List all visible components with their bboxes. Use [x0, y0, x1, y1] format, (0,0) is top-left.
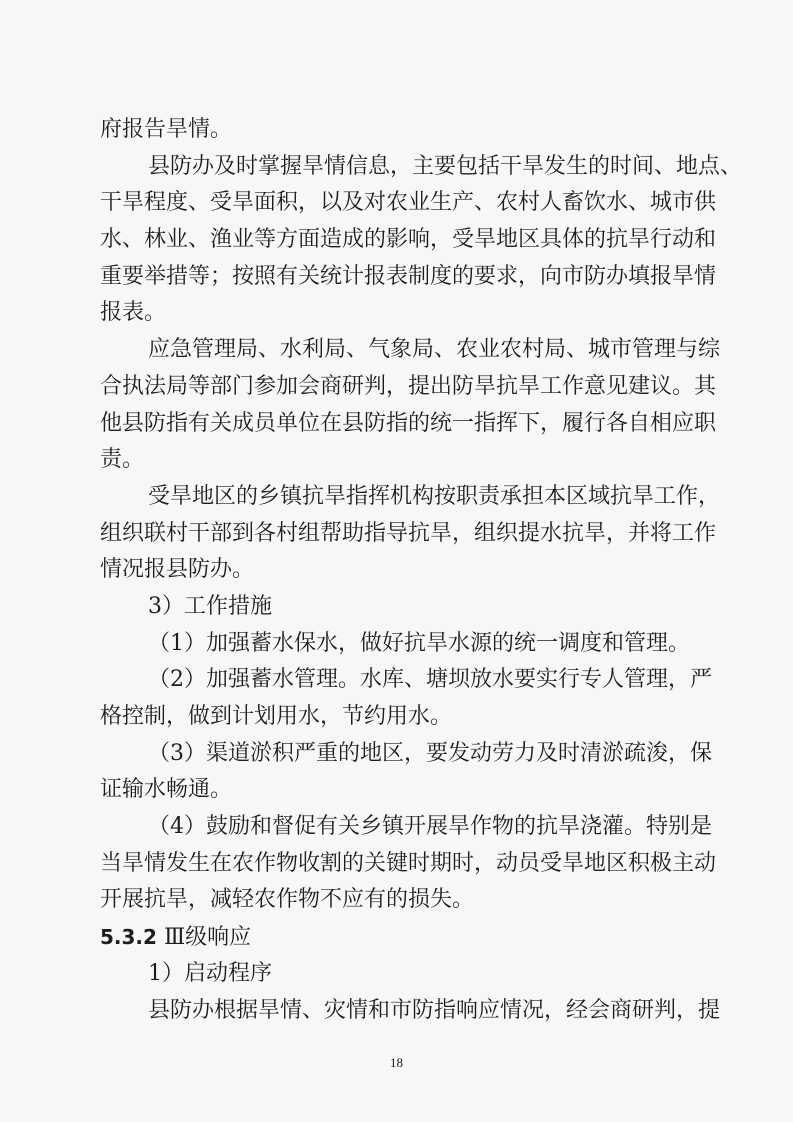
- text-line: 合执法局等部门参加会商研判，提出防旱抗旱工作意见建议。其: [100, 373, 717, 399]
- subheading: 1）启动程序: [148, 960, 272, 986]
- subheading: 3）工作措施: [148, 593, 272, 619]
- text-line: 重要举措等；按照有关统计报表制度的要求，向市防办填报旱情: [100, 263, 717, 289]
- text-line: （1）加强蓄水保水，做好抗旱水源的统一调度和管理。: [148, 630, 690, 656]
- text-line: 格控制，做到计划用水，节约用水。: [100, 704, 453, 729]
- text-line: 开展抗旱，减轻农作物不应有的损失。: [100, 887, 475, 913]
- text-line: 他县防指有关成员单位在县防指的统一指挥下，履行各自相应职: [100, 410, 717, 436]
- section-number: 5.3.2: [100, 925, 157, 950]
- text-line: 情况报县防办。: [100, 557, 255, 583]
- text-line: 受旱地区的乡镇抗旱指挥机构按职责承担本区域抗旱工作，: [148, 483, 721, 509]
- text-line: 应急管理局、水利局、气象局、农业农村局、城市管理与综: [148, 337, 721, 363]
- text-line: 水、林业、渔业等方面造成的影响，受旱地区具体的抗旱行动和: [100, 227, 717, 253]
- text-line: 责。: [100, 447, 145, 473]
- text-line: 县防办及时掌握旱情信息，主要包括干旱发生的时间、地点、: [148, 153, 743, 179]
- document-body: [100, 112, 743, 1029]
- text-line: 府报告旱情。: [100, 117, 233, 142]
- section-title: Ⅲ级响应: [163, 925, 252, 951]
- page-number: 18: [390, 1055, 403, 1070]
- text-line: （2）加强蓄水管理。水库、塘坝放水要实行专人管理，严: [148, 667, 712, 693]
- text-line: 当旱情发生在农作物收割的关键时期时，动员受旱地区积极主动: [100, 850, 717, 876]
- section-heading: [100, 919, 690, 956]
- text-line: 干旱程度、受旱面积，以及对农业生产、农村人畜饮水、城市供: [100, 190, 717, 216]
- text-line: （3）渠道淤积严重的地区，要发动劳力及时清淤疏浚，保: [148, 740, 712, 766]
- text-line: （4）鼓励和督促有关乡镇开展旱作物的抗旱浇灌。特别是: [148, 814, 712, 840]
- text-line: 县防办根据旱情、灾情和市防指响应情况，经会商研判，提: [148, 997, 721, 1023]
- text-line: 报表。: [100, 300, 167, 326]
- text-line: 组织联村干部到各村组帮助指导抗旱，组织提水抗旱，并将工作: [100, 520, 717, 546]
- text-line: 证输水畅通。: [100, 777, 233, 803]
